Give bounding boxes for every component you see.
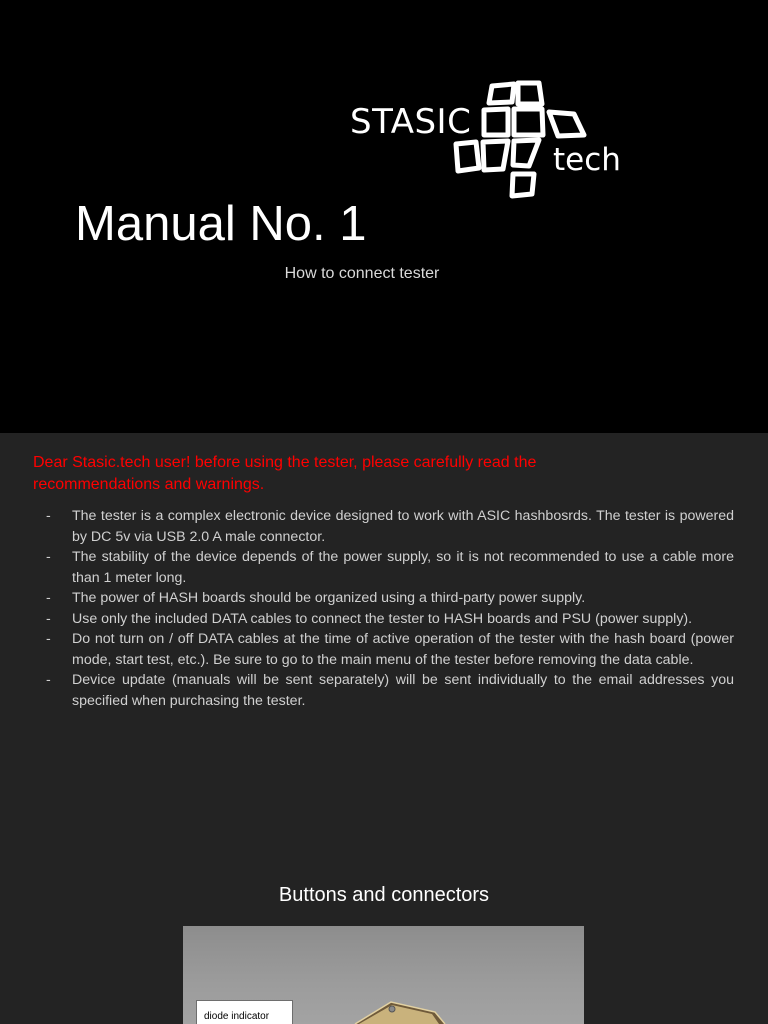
list-item [40,547,734,588]
list-item-text: Use only the included DATA cables to connect the tester to HASH boards and PSU (power supply). [72,610,693,627]
list-item [40,609,734,630]
tester-photo [183,926,584,1024]
list-item [40,588,734,609]
list-item-text: Do not turn on / off DATA cables at the time of active operation of the tester with the hash board (power mode, start test, etc.). Be sure to go to the main menu of the tester before removing the data cable. [72,631,734,668]
warning-notice: Dear Stasic.tech user! before using the tester, please carefully read the recommendations and warnings. [33,454,537,493]
bullet-dash: - [46,508,51,524]
manual-subtitle: How to connect tester [284,265,440,282]
bullet-dash: - [46,631,51,647]
cover-section [0,0,768,433]
list-item-text: The stability of the device depends of the power supply, so it is not recommended to use a cable more than 1 meter long. [72,549,734,586]
bullet-dash: - [46,610,51,627]
list-item-text: The tester is a complex electronic device designed to work with ASIC hashbosrds. The tester is powered by DC 5v via USB 2.0 A male connector. [72,508,734,545]
manual-title: Manual No. 1 [75,197,367,251]
list-item [40,670,734,711]
list-item [40,506,734,547]
recommendations-list [40,506,734,711]
logo-brand-suffix: tech [553,142,621,178]
list-item-text: Device update (manuals will be sent separately) will be sent individually to the email addresses you specified when purchasing the tester. [72,672,734,709]
logo-brand-word: STASIC [350,102,472,142]
diode-indicator-callout: diode indicator [196,1000,293,1024]
buttons-connectors-heading: Buttons and connectors [278,884,490,906]
list-item-text: The power of HASH boards should be organized using a third-party power supply. [72,590,586,606]
list-item [40,629,734,670]
bullet-dash: - [46,590,51,606]
brand-logo [346,78,636,204]
bullet-dash: - [46,672,51,688]
bullet-dash: - [46,549,51,565]
